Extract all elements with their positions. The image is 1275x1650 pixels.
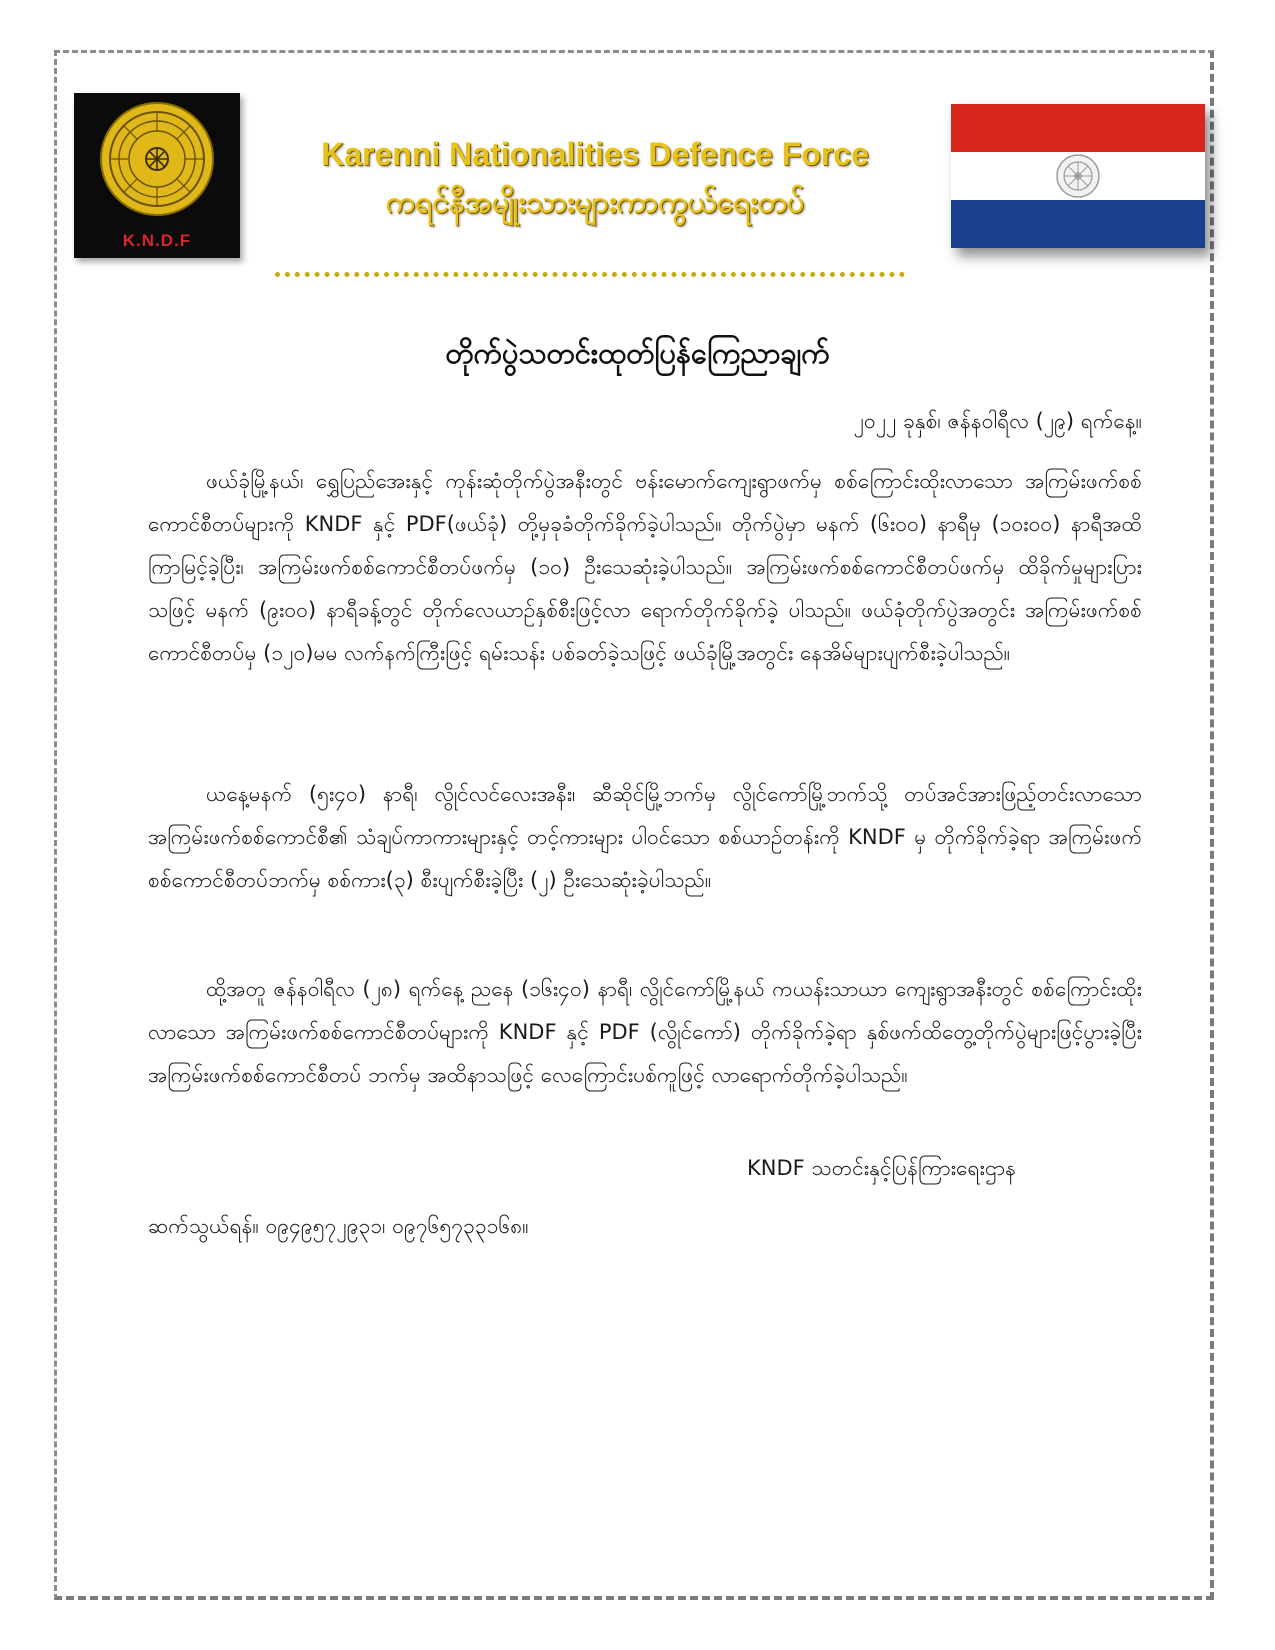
logo-label: K.N.D.F [122,231,192,250]
document-title: တိုက်ပွဲသတင်းထုတ်ပြန်ကြေညာချက် [445,336,830,370]
karenni-flag-icon [1053,151,1103,201]
contact-info: ဆက်သွယ်ရန်။ ၀၉၄၉၅၇၂၉၃၁၊ ၀၉၇၆၅၇၃၃၁၆၈။ [148,1214,529,1238]
karenni-flag [951,104,1205,248]
body-paragraph: ဖယ်ခုံမြို့နယ်၊ ရွှေပြည်အေးနှင့် ကုန်းဆုံတိုက်ပွဲအနီးတွင် ဗန်းမောက်ကျေးရွာဖက်မှ စစ်ကြောင်းထိုးလာသော အကြမ်းဖက်စစ်ကောင်စီတပ်များကို KNDF နှင့် PDF(ဖယ်ခုံ) တို့မှခုခံတိုက်ခိုက်ခဲ့ပါသည်။ တိုက်ပွဲမှာ မနက် (၆း၀၀) နာရီမှ (၁၀း၀၀) နာရီအထိ ကြာမြင့်ခဲ့ပြီး၊ အကြမ်းဖက်စစ်ကောင်စီတပ်ဖက်မှ (၁၀) ဦးသေဆုံးခဲ့ပါသည်။ အကြမ်းဖက်စစ်ကောင်စီတပ်ဖက်မှ ထိခိုက်မှုများပြားသဖြင့် မနက် (၉း၀၀) နာရီခန့်တွင် တိုက်လေယာဉ်နှစ်စီးဖြင့်လာ ရောက်တိုက်ခိုက်ခဲ့ ပါသည်။ ဖယ်ခုံတိုက်ပွဲအတွင်း အကြမ်းဖက်စစ်ကောင်စီတပ်မှ (၁၂၀)မမ လက်နက်ကြီးဖြင့် ရမ်းသန်း ပစ်ခတ်ခဲ့သဖြင့် ဖယ်ခုံမြို့အတွင်း နေအိမ်များပျက်စီးခဲ့ပါသည်။ [148,469,1142,665]
document-date: ၂၀၂၂ ခုနှစ်၊ ဇန်နဝါရီလ (၂၉) ရက်နေ့။ [853,409,1142,433]
organization-name-burmese: ကရင်နီအမျိုးသားများကာကွယ်ရေးတပ် [385,185,805,220]
organization-name-english: Karenni Nationalities Defence Force [321,136,869,172]
signature: KNDF သတင်းနှင့်ပြန်ကြားရေးဌာန [747,1156,1016,1180]
body-paragraph: ယနေ့မနက် (၅း၄၀) နာရီ၊ လွိုင်လင်လေးအနီး၊ ဆီဆိုင်မြို့ဘက်မှ လွိုင်ကော်မြို့ဘက်သို့ တပ်အင်အားဖြည့်တင်းလာသော အကြမ်းဖက်စစ်ကောင်စီ၏ သံချပ်ကာကားများနှင့် တင့်ကားများ ပါဝင်သော စစ်ယာဉ်တန်းကို KNDF မှ တိုက်ခိုက်ခဲ့ရာ အကြမ်းဖက်စစ်ကောင်စီတပ်ဘက်မှ စစ်ကား(၃) စီးပျက်စီးခဲ့ပြီး (၂) ဦးသေဆုံးခဲ့ပါသည်။ [148,782,1142,892]
flag-red-band [951,104,1205,152]
body-paragraph: ထို့အတူ ဇန်နဝါရီလ (၂၈) ရက်နေ့ ညနေ (၁၆း၄၀) နာရီ၊ လွိုင်ကော်မြို့နယ် ကယန်းသာယာ ကျေးရွာအနီးတွင် စစ်ကြောင်းထိုးလာသော အကြမ်းဖက်စစ်ကောင်စီတပ်များကို KNDF နှင့် PDF (လွိုင်ကော်) တိုက်ခိုက်ခဲ့ရာ နှစ်ဖက်ထိတွေ့တိုက်ပွဲများဖြင့်ပွားခဲ့ပြီး အကြမ်းဖက်စစ်ကောင်စီတပ် ဘက်မှ အထိနာသဖြင့် လေကြောင်းပစ်ကူဖြင့် လာရောက်တိုက်ခဲ့ပါသည်။ [148,977,1142,1087]
header-divider [275,272,905,277]
kndf-logo [74,93,240,258]
flag-blue-band [951,200,1205,248]
